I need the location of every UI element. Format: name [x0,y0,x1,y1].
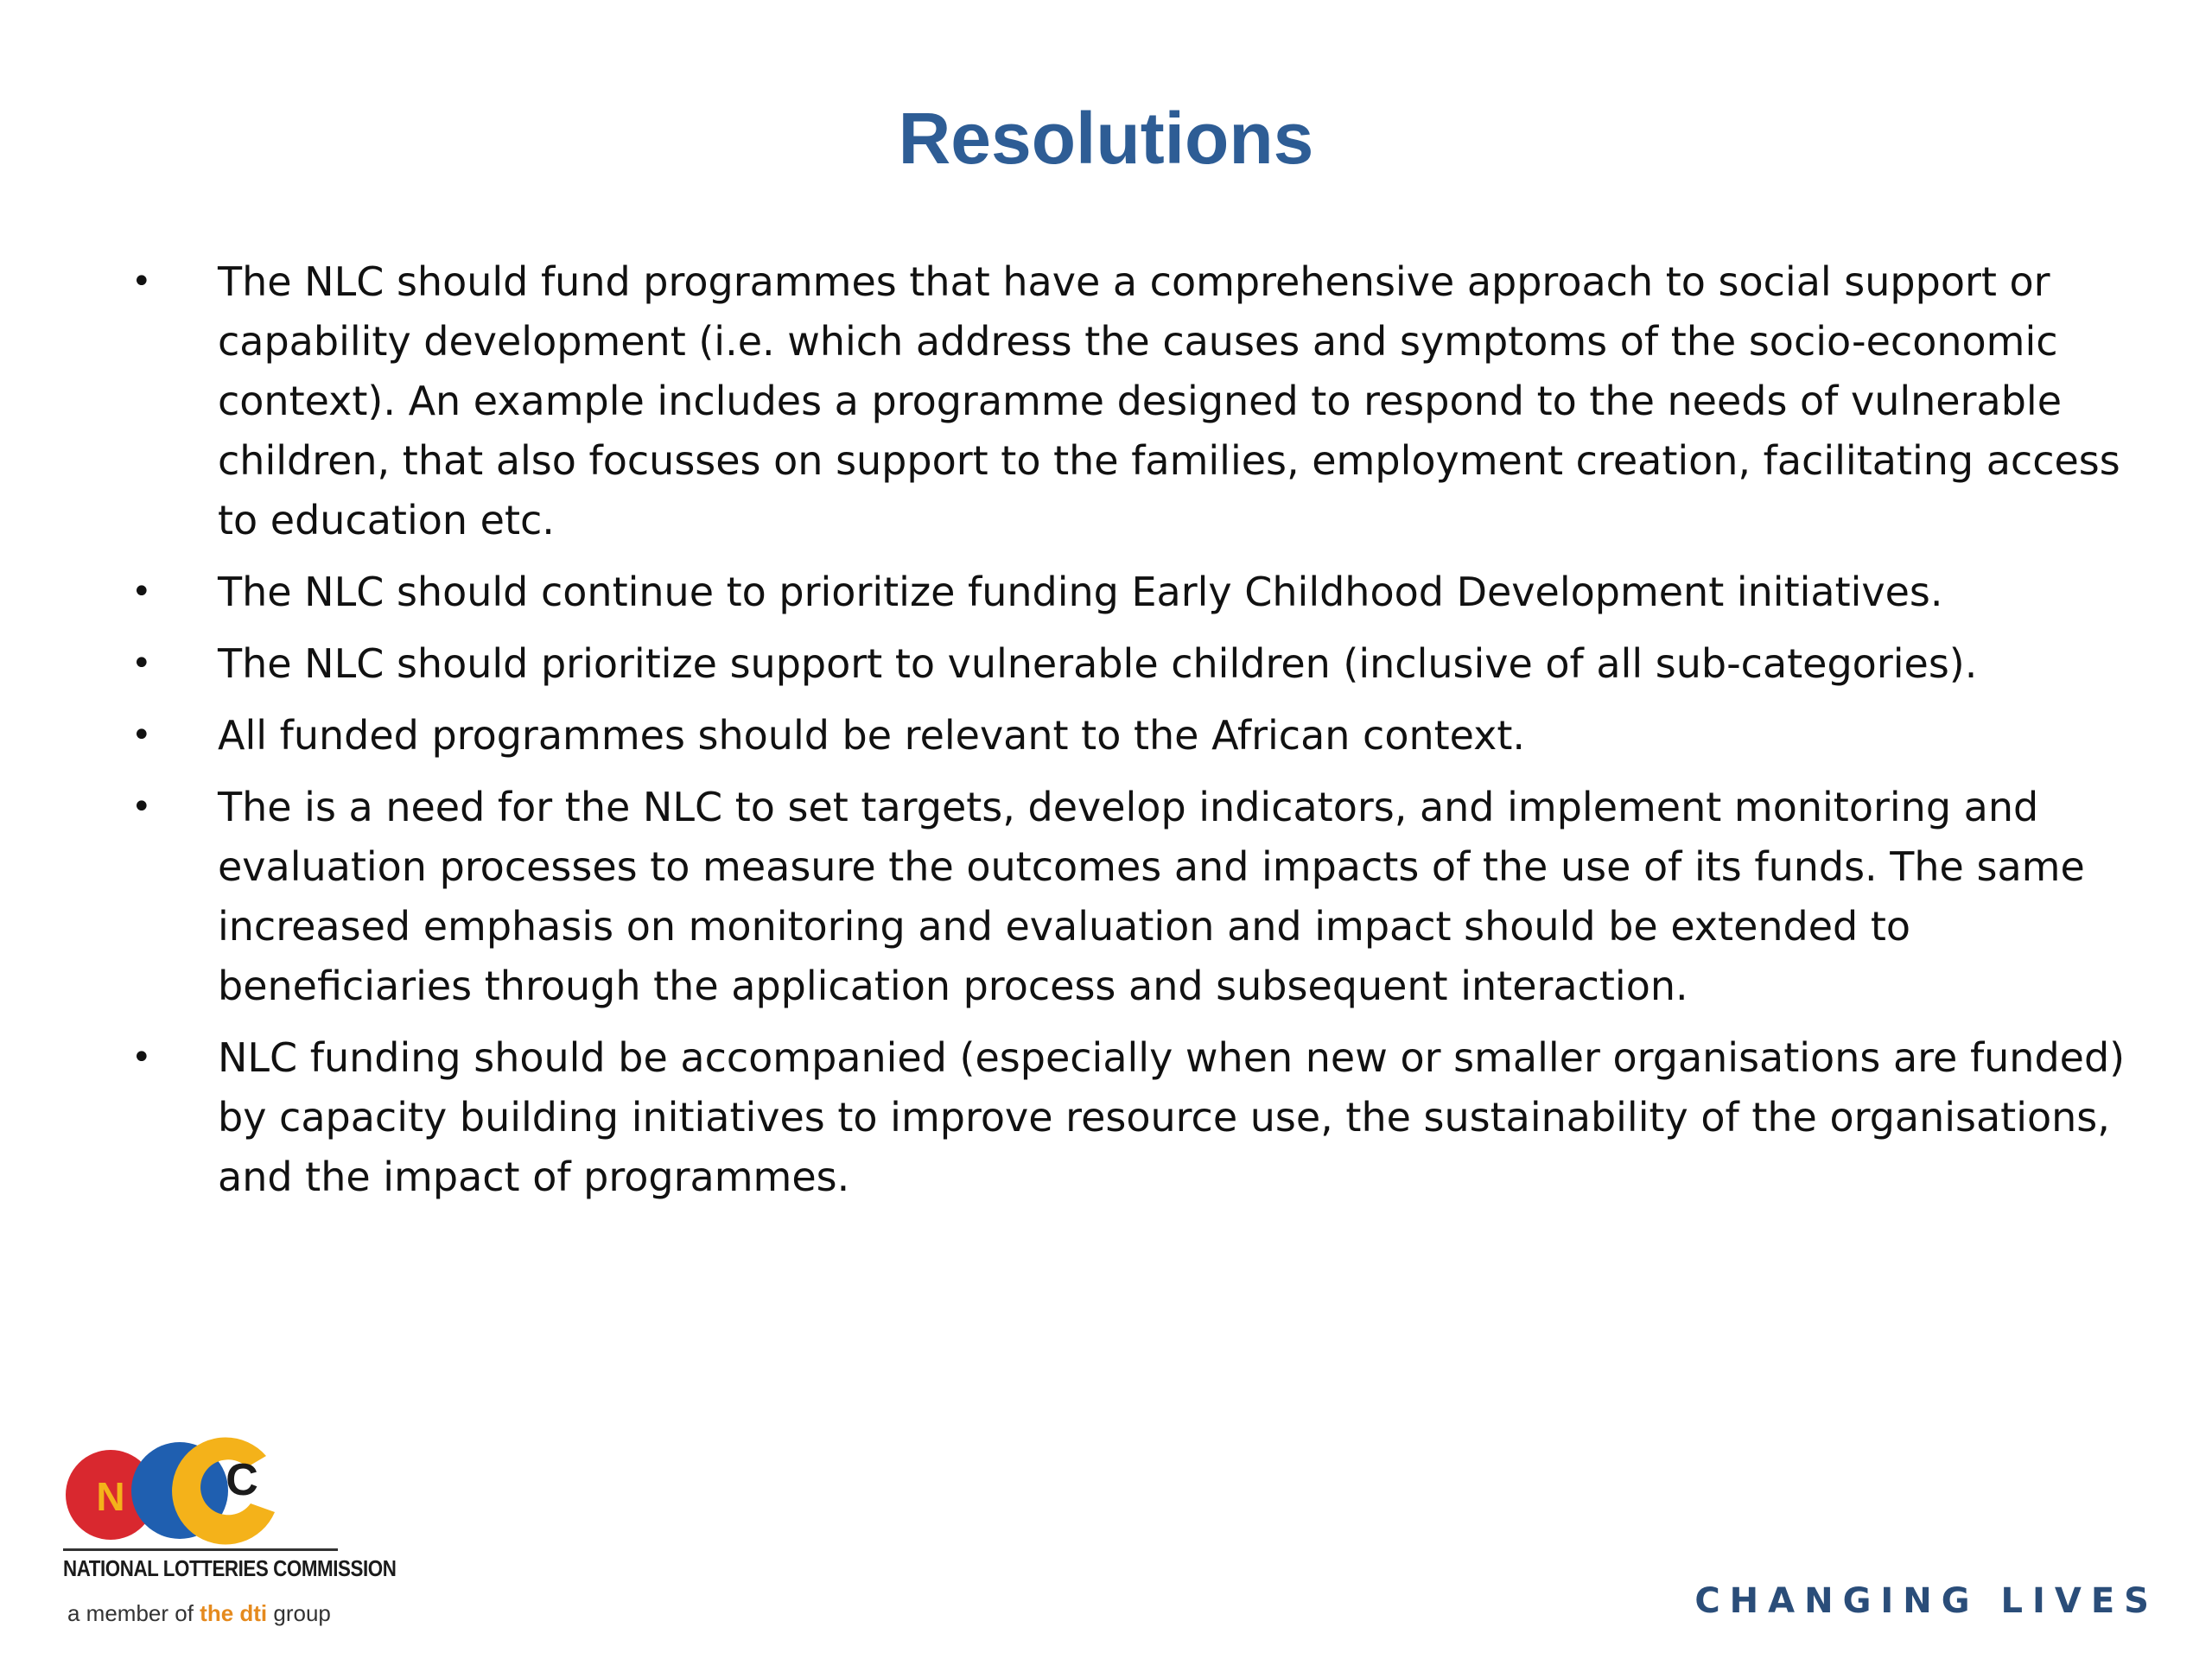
list-item-text: All funded programmes should be relevant to the African context. [218,712,1526,759]
list-item [131,706,2127,766]
resolutions-list [131,252,2127,1219]
list-item [131,778,2127,1016]
bullet-icon: • [131,787,152,827]
list-item-text: The NLC should prioritize support to vulnerable children (inclusive of all sub-categories). [218,640,1978,687]
bullet-icon: • [131,1038,152,1077]
list-item [131,1028,2127,1207]
logo-divider [63,1548,338,1551]
logo-letter-c: C [226,1455,258,1505]
list-item [131,563,2127,622]
bullet-icon: • [131,262,152,302]
logo-member-suffix: group [267,1600,331,1626]
list-item [131,252,2127,550]
logo-letter-l: L [171,1471,195,1514]
tagline: CHANGING LIVES [1694,1581,2158,1621]
bullet-icon: • [131,715,152,755]
logo-member-group: the dti [200,1600,268,1626]
list-item-text: The is a need for the NLC to set targets, develop indicators, and implement monitoring and evaluation processes to measure the outcomes and impacts of the use of its funds. The same increased emphasis on monitoring and evaluation and impact should be extended to beneficiaries through the application process and subsequent interaction. [218,784,2085,1009]
slide-title: Resolutions [898,98,1314,179]
logo-member-prefix: a member of [67,1600,200,1626]
list-item-text: The NLC should continue to prioritize funding Early Childhood Development initiatives. [218,569,1943,615]
bullet-icon: • [131,572,152,612]
nlc-logo [59,1408,397,1637]
logo-member-line [67,1600,331,1627]
bullet-icon: • [131,644,152,683]
list-item-text: The NLC should fund programmes that have a comprehensive approach to social support or capability development (i.e. which address the causes and symptoms of the socio-economic context). An example includes a programme designed to respond to the needs of vulnerable children, that also focusses on support to the families, employment creation, facilitating access to education etc. [218,258,2120,543]
nlc-logo-icon [59,1408,344,1551]
list-item [131,634,2127,694]
logo-name: NATIONAL LOTTERIES COMMISSION [63,1555,397,1581]
list-item-text: NLC funding should be accompanied (especially when new or smaller organisations are funded) by capacity building initiatives to improve resource use, the sustainability of the organisations, and the impact of programmes. [218,1034,2126,1200]
logo-letter-n: N [96,1474,125,1519]
